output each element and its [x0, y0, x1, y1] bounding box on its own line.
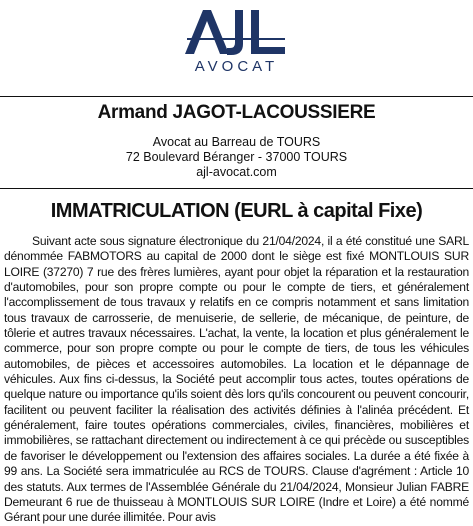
lawyer-name: Armand JAGOT-LACOUSSIERE — [97, 102, 376, 123]
ajl-logo-mark — [177, 8, 297, 56]
notice-title: IMMATRICULATION (EURL à capital Fixe) — [50, 200, 423, 222]
office-address: 72 Boulevard Béranger - 37000 TOURS — [125, 150, 348, 164]
bar-affiliation: Avocat au Barreau de TOURS — [152, 135, 321, 149]
firm-logo — [0, 8, 473, 75]
top-divider — [0, 96, 473, 97]
website-link[interactable]: ajl-avocat.com — [196, 165, 277, 179]
notice-paragraph: Suivant acte sous signature électronique du 21/04/2024, il a été constitué une SARL dénommée FABMOTORS au capital de 2000 dont le siège est fixé MONTLOUIS SUR LOIRE (37270) 7 rue des frères lumières, ayant pour objet la réparation et la restauration d'automobiles, pour son propre compte ou pour le compte de tiers, et généralement l'accomplissement de tous travaux y relatifs en ce compris notamment et sans limitation tous travaux de carrosserie, de menuiserie, de sellerie, de mécanique, de peinture, de tôlerie et autres travaux nécessaires. L'achat, la vente, la location et plus généralement le commerce, pour son propre compte ou pour le compte de tiers, de tous les véhicules automobiles, de pièces et accessoires automobiles. La location et le dépannage de véhicules. Aux fins ci-dessus, la Société peut accomplir tous actes, toutes opérations de quelque nature ou importance qu'ils soient dès lors qu'ils concourent ou peuvent concourir, facilitent ou peuvent faciliter la réalisation des activités définies à l'alinéa précédent. Et généralement, faire toutes opérations commerciales, civiles, financières, mobilières et immobilières, se rattachant directement ou indirectement à ce qui précède ou susceptibles de favoriser le développement ou l'extension des affaires sociales. La durée a été fixée à 99 ans. La Société sera immatriculée au RCS de TOURS. Clause d'agrément : Article 10 des statuts. Aux termes de l'Assemblée Générale du 21/04/2024, Monsieur Julian FABRE Demeurant 6 rue de thuisseau à MONTLOUIS SUR LOIRE (Indre et Loire) a été nommé Gérant pour une durée illimitée. Pour avis — [4, 234, 469, 525]
logo-subtitle: AVOCAT — [194, 58, 279, 75]
notice-body — [4, 234, 469, 526]
middle-divider — [0, 188, 473, 189]
